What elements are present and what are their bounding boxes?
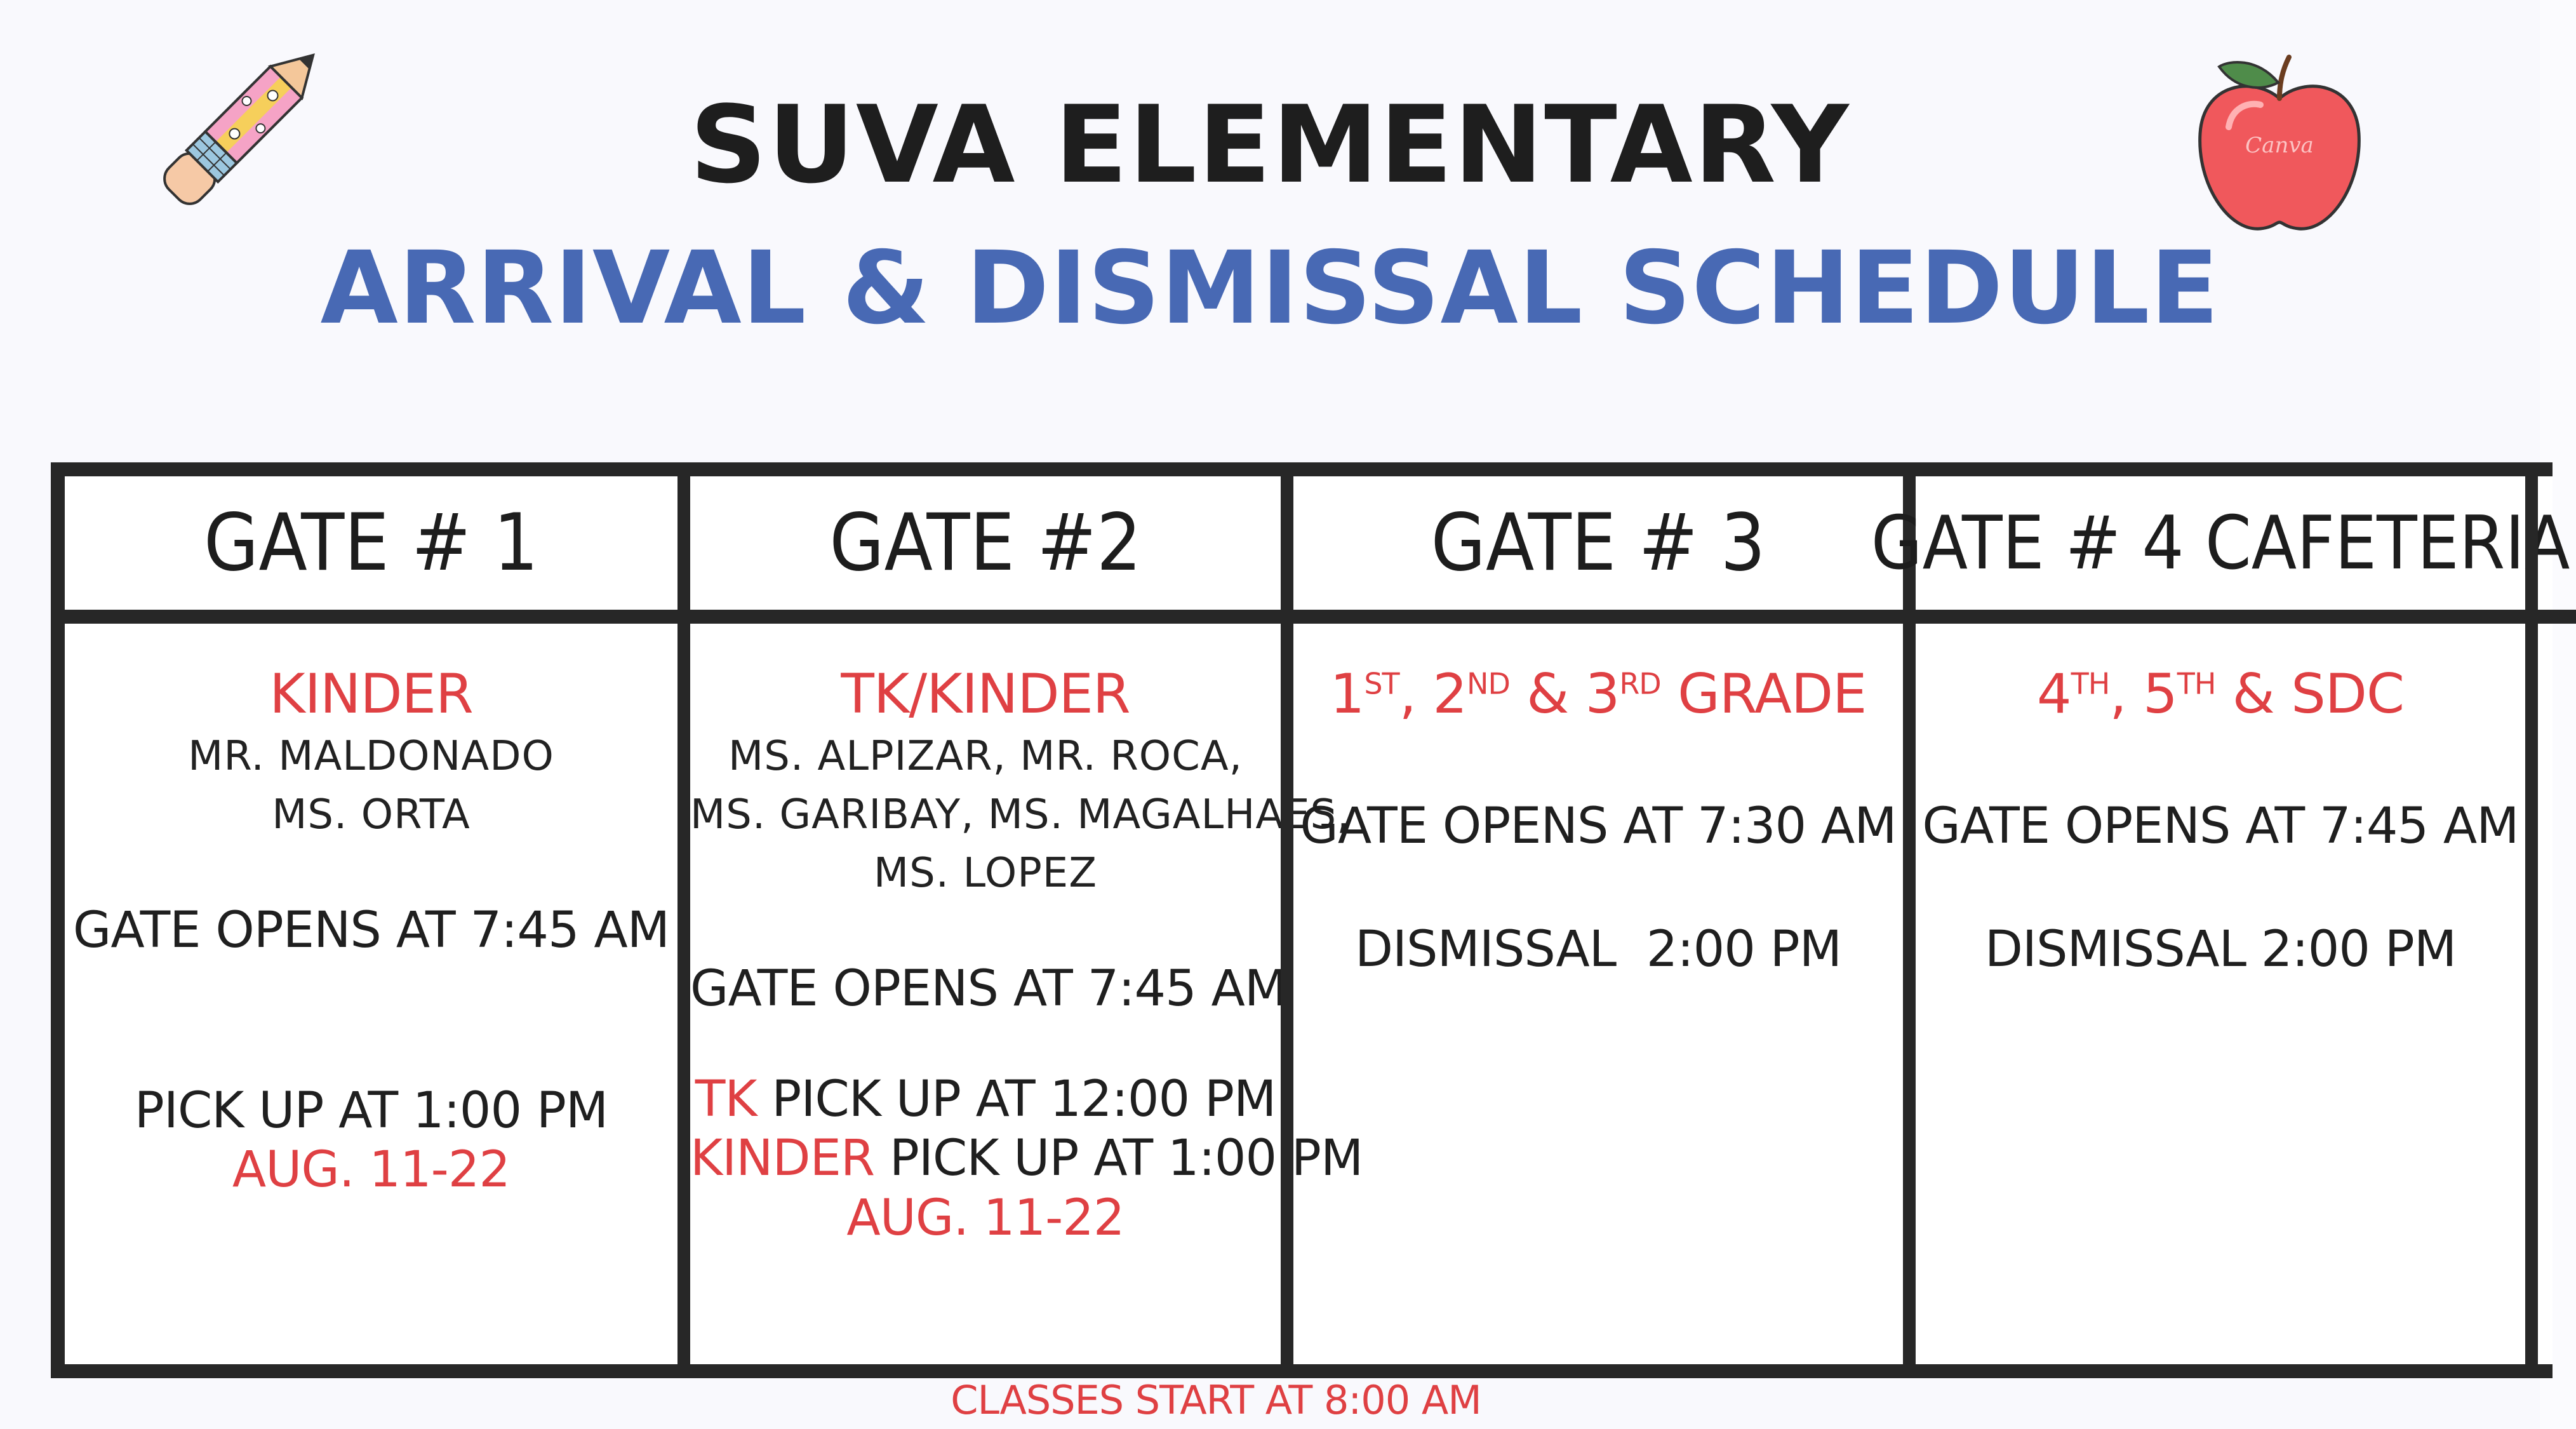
- gate-5-column-partial: [2525, 476, 2576, 1364]
- footer-note: CLASSES START AT 8:00 AM: [951, 1377, 1481, 1423]
- gate-2-teacher: MS. GARIBAY, MS. MAGALHAES,: [690, 791, 1351, 839]
- gate-1-dates: AUG. 11-22: [232, 1141, 511, 1199]
- grade-5-suffix: TH: [2177, 666, 2216, 701]
- gate-2-group: TK/KINDER: [841, 662, 1130, 726]
- gate-1-group: KINDER: [269, 662, 473, 726]
- gate-4-group: 4TH, 5TH & SDC: [2036, 662, 2405, 726]
- grade-3: 3: [1585, 662, 1620, 726]
- gate-2-tk-pickup: PICK UP AT 12:00 PM: [771, 1070, 1276, 1128]
- gate-3-column: [1281, 476, 1903, 1364]
- gate-3-group: 1ST, 2ND & 3RD GRADE: [1330, 662, 1867, 726]
- apple-watermark: Canva: [2245, 133, 2314, 158]
- grade-3-suffix: RD: [1619, 666, 1661, 701]
- gate-1-opens: GATE OPENS AT 7:45 AM: [72, 902, 670, 960]
- gate-2-dates: AUG. 11-22: [846, 1189, 1124, 1247]
- gate-2-teacher: MS. LOPEZ: [873, 850, 1098, 897]
- grade-5: 5: [2143, 662, 2177, 726]
- gate-2-column: [677, 476, 1363, 1364]
- gate-2-kinder-pickup-line: [690, 1129, 1363, 1189]
- grade-1: 1: [1330, 662, 1365, 726]
- gate-4-body: [1916, 624, 2525, 979]
- gate-2-kinder-label: KINDER: [690, 1130, 875, 1188]
- gate-5-header-partial: [2538, 476, 2576, 624]
- gate-3-opens: GATE OPENS AT 7:30 AM: [1300, 798, 1897, 855]
- gate-4-column: [1871, 476, 2570, 1364]
- gate-1-teacher: MR. MALDONADO: [188, 733, 554, 781]
- gate-2-header: GATE #2: [690, 476, 1281, 624]
- page-subtitle: ARRIVAL & DISMISSAL SCHEDULE: [320, 230, 2220, 347]
- gate-3-header: GATE # 3: [1293, 476, 1903, 624]
- page-title: SUVA ELEMENTARY: [690, 83, 1850, 207]
- gate-3-dismissal: DISMISSAL 2:00 PM: [1354, 920, 1842, 978]
- gate-1-header: GATE # 1: [65, 476, 677, 624]
- gate-1-pickup: PICK UP AT 1:00 PM: [134, 1082, 608, 1139]
- gate-4-opens: GATE OPENS AT 7:45 AM: [1922, 798, 2519, 855]
- grade-1-suffix: ST: [1364, 666, 1399, 701]
- gate-3-body: [1293, 624, 1903, 979]
- gate-4-dismissal: DISMISSAL 2:00 PM: [1984, 920, 2457, 978]
- grade-2-suffix: ND: [1467, 666, 1510, 701]
- gate-2-opens: GATE OPENS AT 7:45 AM: [690, 960, 1287, 1018]
- gate-1-teacher: MS. ORTA: [272, 791, 470, 839]
- schedule-table: [51, 462, 2570, 1378]
- gate-1-column: [65, 476, 677, 1364]
- grade-2: 2: [1432, 662, 1467, 726]
- grade-4: 4: [2036, 662, 2071, 726]
- sdc-label: & SDC: [2232, 662, 2405, 726]
- gate-2-kinder-pickup: PICK UP AT 1:00 PM: [889, 1130, 1363, 1188]
- grade-label: GRADE: [1678, 662, 1867, 726]
- gate-1-body: [65, 624, 677, 1200]
- gate-2-tk-label: TK: [695, 1070, 757, 1128]
- grade-4-suffix: TH: [2071, 666, 2110, 701]
- gate-2-teacher: MS. ALPIZAR, MR. ROCA,: [728, 733, 1243, 781]
- gate-2-tk-pickup-line: [690, 1070, 1281, 1130]
- gate-2-body: [690, 624, 1363, 1249]
- gate-4-header: GATE # 4 CAFETERIA: [1916, 476, 2525, 624]
